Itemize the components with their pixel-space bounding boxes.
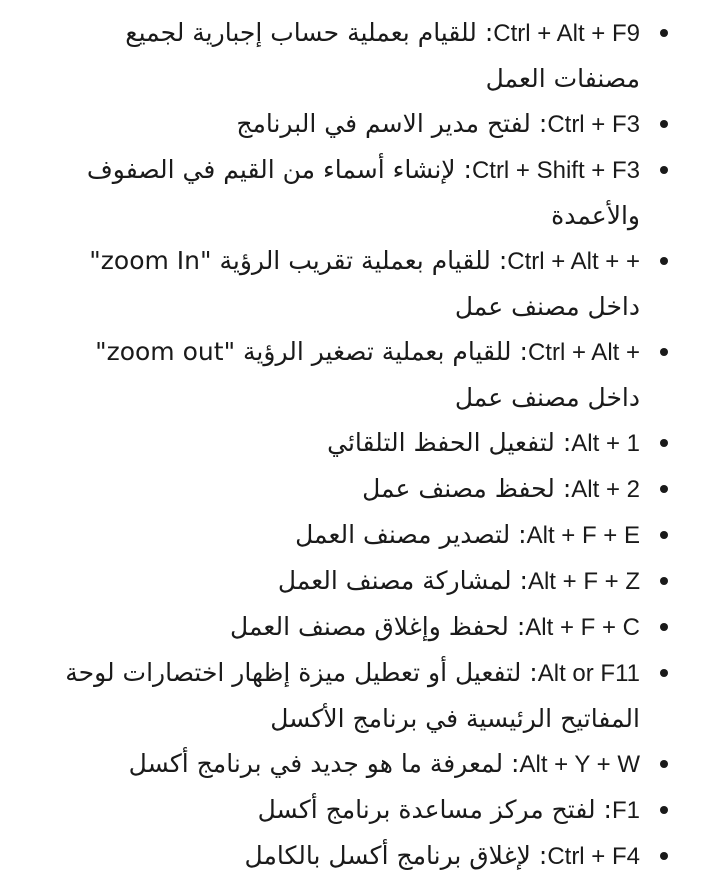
shortcut-description: لتفعيل أو تعطيل ميزة إظهار اختصارات لوحة المفاتيح الرئيسية في برنامج الأكسل	[65, 658, 640, 733]
separator: :	[463, 155, 472, 184]
separator: :	[519, 337, 528, 366]
separator: :	[538, 841, 548, 870]
bullet-icon	[660, 439, 668, 447]
shortcut-keys: Alt + F + C	[525, 614, 640, 641]
shortcut-description: لإنشاء أسماء من القيم في الصفوف والأعمدة	[86, 155, 640, 230]
bullet-icon	[660, 852, 668, 860]
list-item	[40, 329, 662, 420]
shortcut-keys: Alt + 2	[571, 476, 640, 503]
separator: :	[538, 109, 548, 138]
separator: :	[529, 658, 538, 687]
shortcut-description: لتفعيل الحفظ التلقائي	[327, 428, 555, 457]
shortcut-keys: Ctrl + Alt + +	[507, 248, 640, 275]
shortcut-description: لمعرفة ما هو جديد في برنامج أكسل	[128, 749, 504, 778]
separator: :	[484, 18, 494, 47]
bullet-icon	[660, 485, 668, 493]
shortcut-keys: F1	[611, 797, 640, 824]
shortcut-description: لمشاركة مصنف العمل	[277, 566, 512, 595]
shortcut-keys: Alt + 1	[571, 430, 640, 457]
list-item	[40, 650, 662, 741]
shortcut-keys: Ctrl + F3	[547, 111, 640, 138]
list-item	[40, 10, 662, 101]
separator: :	[519, 566, 528, 595]
shortcut-keys: Alt + F + Z	[527, 568, 640, 595]
shortcut-description: للقيام بعملية حساب إجبارية لجميع مصنفات العمل	[125, 18, 640, 93]
list-item	[40, 101, 662, 147]
list-item	[40, 787, 662, 833]
separator: :	[562, 474, 572, 503]
list-item	[40, 741, 662, 787]
shortcut-description: لإغلاق برنامج أكسل بالكامل	[244, 841, 531, 870]
shortcut-keys: Alt + F + E	[526, 522, 640, 549]
bullet-icon	[660, 120, 668, 128]
separator: :	[518, 520, 527, 549]
list-item	[40, 833, 662, 879]
bullet-icon	[660, 669, 668, 677]
separator: :	[511, 749, 520, 778]
shortcut-description: لتصدير مصنف العمل	[295, 520, 511, 549]
list-item	[40, 558, 662, 604]
bullet-icon	[660, 531, 668, 539]
bullet-icon	[660, 29, 668, 37]
bullet-icon	[660, 806, 668, 814]
shortcut-description: للقيام بعملية تصغير الرؤية "zoom out" داخل مصنف عمل	[95, 337, 640, 412]
shortcut-keys: Alt or F11	[537, 660, 640, 687]
bullet-icon	[660, 166, 668, 174]
list-item	[40, 420, 662, 466]
list-item	[40, 238, 662, 329]
shortcut-keys: Ctrl + F4	[547, 843, 640, 870]
bullet-icon	[660, 760, 668, 768]
shortcut-description: لفتح مركز مساعدة برنامج أكسل	[257, 795, 596, 824]
shortcut-keys: Ctrl + Shift + F3	[471, 157, 640, 184]
list-item	[40, 604, 662, 650]
shortcut-description: لحفظ وإغلاق مصنف العمل	[230, 612, 509, 641]
separator: :	[603, 795, 612, 824]
shortcut-keys: Alt + Y + W	[519, 751, 640, 778]
shortcut-keys: Ctrl + Alt + F9	[493, 20, 640, 47]
separator: :	[498, 246, 508, 275]
list-item	[40, 147, 662, 238]
list-item	[40, 512, 662, 558]
shortcut-description: لحفظ مصنف عمل	[362, 474, 555, 503]
shortcut-keys: Ctrl + Alt +	[527, 339, 640, 366]
bullet-icon	[660, 623, 668, 631]
separator: :	[562, 428, 572, 457]
list-item	[40, 466, 662, 512]
bullet-icon	[660, 348, 668, 356]
separator: :	[516, 612, 526, 641]
shortcut-list	[40, 10, 662, 879]
bullet-icon	[660, 577, 668, 585]
shortcut-description: للقيام بعملية تقريب الرؤية "zoom In" داخل مصنف عمل	[89, 246, 640, 321]
bullet-icon	[660, 257, 668, 265]
shortcut-description: لفتح مدير الاسم في البرنامج	[236, 109, 531, 138]
